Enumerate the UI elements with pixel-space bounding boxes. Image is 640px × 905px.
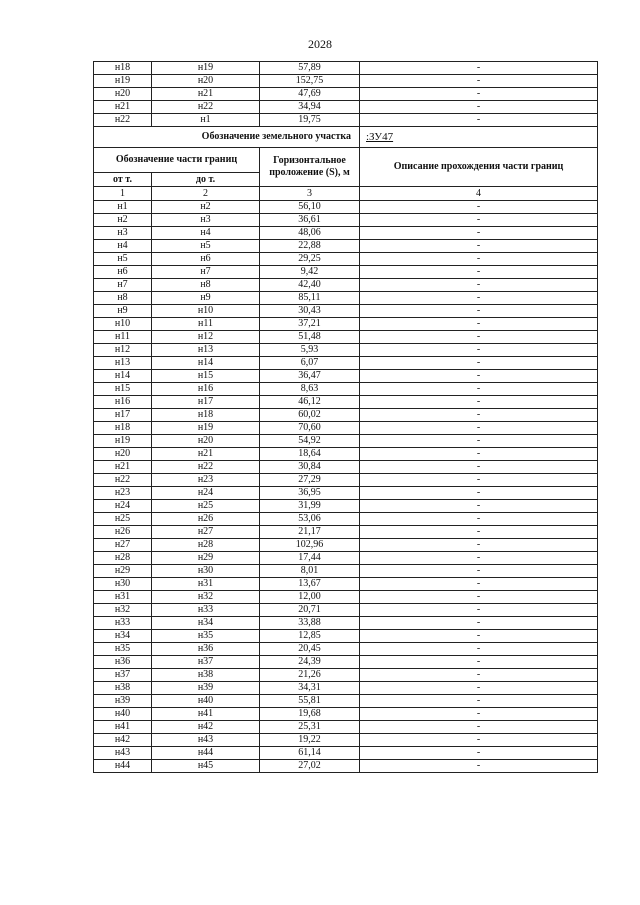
description: - xyxy=(360,75,598,88)
to-point: н22 xyxy=(152,461,260,474)
to-point: н18 xyxy=(152,409,260,422)
table-row xyxy=(94,604,598,617)
distance: 54,92 xyxy=(260,435,360,448)
from-point: н43 xyxy=(94,747,152,760)
distance: 34,31 xyxy=(260,682,360,695)
description: - xyxy=(360,747,598,760)
table-row xyxy=(94,422,598,435)
from-point: н36 xyxy=(94,656,152,669)
to-point: н36 xyxy=(152,643,260,656)
description: - xyxy=(360,292,598,305)
distance: 48,06 xyxy=(260,227,360,240)
from-point: н17 xyxy=(94,409,152,422)
description: - xyxy=(360,266,598,279)
column-number: 1 xyxy=(94,187,152,201)
description: - xyxy=(360,357,598,370)
distance: 60,02 xyxy=(260,409,360,422)
from-point: н19 xyxy=(94,435,152,448)
distance: 85,11 xyxy=(260,292,360,305)
distance: 19,22 xyxy=(260,734,360,747)
to-point: н27 xyxy=(152,526,260,539)
from-point: н12 xyxy=(94,344,152,357)
to-point: н29 xyxy=(152,552,260,565)
table-row xyxy=(94,513,598,526)
table-row xyxy=(94,318,598,331)
description: - xyxy=(360,565,598,578)
table-row xyxy=(94,435,598,448)
to-point: н10 xyxy=(152,305,260,318)
description: - xyxy=(360,643,598,656)
description: - xyxy=(360,760,598,773)
distance: 46,12 xyxy=(260,396,360,409)
from-point: н34 xyxy=(94,630,152,643)
description: - xyxy=(360,227,598,240)
parcel-code-text: :ЗУ47 xyxy=(366,131,394,143)
table-row xyxy=(94,266,598,279)
table-row xyxy=(94,630,598,643)
from-point: н21 xyxy=(94,101,152,114)
table-row xyxy=(94,747,598,760)
distance: 51,48 xyxy=(260,331,360,344)
to-point: н2 xyxy=(152,201,260,214)
boundary-table xyxy=(93,61,598,773)
description: - xyxy=(360,721,598,734)
distance: 152,75 xyxy=(260,75,360,88)
distance: 56,10 xyxy=(260,201,360,214)
to-point: н30 xyxy=(152,565,260,578)
from-point: н2 xyxy=(94,214,152,227)
description: - xyxy=(360,383,598,396)
to-point: н34 xyxy=(152,617,260,630)
table-row xyxy=(94,656,598,669)
description: - xyxy=(360,396,598,409)
from-point: н35 xyxy=(94,643,152,656)
distance: 36,95 xyxy=(260,487,360,500)
distance: 33,88 xyxy=(260,617,360,630)
from-point: н7 xyxy=(94,279,152,292)
from-point: н13 xyxy=(94,357,152,370)
description: - xyxy=(360,422,598,435)
distance: 42,40 xyxy=(260,279,360,292)
distance: 6,07 xyxy=(260,357,360,370)
table-row xyxy=(94,62,598,75)
distance: 55,81 xyxy=(260,695,360,708)
table-row xyxy=(94,695,598,708)
distance: 9,42 xyxy=(260,266,360,279)
to-point: н21 xyxy=(152,448,260,461)
description: - xyxy=(360,630,598,643)
previous-parcel-rows xyxy=(94,62,598,127)
to-point: н7 xyxy=(152,266,260,279)
description: - xyxy=(360,201,598,214)
to-point: н43 xyxy=(152,734,260,747)
from-point: н23 xyxy=(94,487,152,500)
table-row xyxy=(94,708,598,721)
to-point: н6 xyxy=(152,253,260,266)
distance: 21,26 xyxy=(260,669,360,682)
to-point: н22 xyxy=(152,101,260,114)
to-point: н1 xyxy=(152,114,260,127)
table-row xyxy=(94,591,598,604)
description: - xyxy=(360,344,598,357)
header-description: Описание прохождения части границ xyxy=(360,148,598,187)
to-point: н20 xyxy=(152,75,260,88)
to-point: н11 xyxy=(152,318,260,331)
description: - xyxy=(360,214,598,227)
to-point: н40 xyxy=(152,695,260,708)
description: - xyxy=(360,318,598,331)
table-row xyxy=(94,552,598,565)
description: - xyxy=(360,370,598,383)
to-point: н4 xyxy=(152,227,260,240)
header-part-boundaries: Обозначение части границ xyxy=(94,148,260,173)
description: - xyxy=(360,305,598,318)
description: - xyxy=(360,591,598,604)
description: - xyxy=(360,474,598,487)
from-point: н11 xyxy=(94,331,152,344)
description: - xyxy=(360,695,598,708)
to-point: н13 xyxy=(152,344,260,357)
table-row xyxy=(94,721,598,734)
from-point: н27 xyxy=(94,539,152,552)
from-point: н37 xyxy=(94,669,152,682)
table-row xyxy=(94,682,598,695)
from-point: н32 xyxy=(94,604,152,617)
table-row xyxy=(94,500,598,513)
distance: 12,85 xyxy=(260,630,360,643)
description: - xyxy=(360,539,598,552)
from-point: н20 xyxy=(94,448,152,461)
from-point: н40 xyxy=(94,708,152,721)
from-point: н38 xyxy=(94,682,152,695)
distance: 20,71 xyxy=(260,604,360,617)
distance: 36,61 xyxy=(260,214,360,227)
to-point: н44 xyxy=(152,747,260,760)
distance: 70,60 xyxy=(260,422,360,435)
distance: 37,21 xyxy=(260,318,360,331)
parcel-header xyxy=(94,127,598,201)
distance: 30,84 xyxy=(260,461,360,474)
table-row xyxy=(94,643,598,656)
from-point: н42 xyxy=(94,734,152,747)
table-row xyxy=(94,409,598,422)
to-point: н26 xyxy=(152,513,260,526)
column-number: 4 xyxy=(360,187,598,201)
from-point: н22 xyxy=(94,474,152,487)
description: - xyxy=(360,669,598,682)
from-point: н22 xyxy=(94,114,152,127)
distance: 47,69 xyxy=(260,88,360,101)
to-point: н8 xyxy=(152,279,260,292)
to-point: н33 xyxy=(152,604,260,617)
to-point: н3 xyxy=(152,214,260,227)
description: - xyxy=(360,88,598,101)
from-point: н39 xyxy=(94,695,152,708)
parcel-label: Обозначение земельного участка xyxy=(94,127,360,148)
to-point: н5 xyxy=(152,240,260,253)
from-point: н15 xyxy=(94,383,152,396)
distance: 61,14 xyxy=(260,747,360,760)
table-row xyxy=(94,461,598,474)
to-point: н24 xyxy=(152,487,260,500)
to-point: н23 xyxy=(152,474,260,487)
distance: 29,25 xyxy=(260,253,360,266)
distance: 36,47 xyxy=(260,370,360,383)
from-point: н9 xyxy=(94,305,152,318)
from-point: н33 xyxy=(94,617,152,630)
to-point: н17 xyxy=(152,396,260,409)
header-from: от т. xyxy=(94,173,152,187)
from-point: н44 xyxy=(94,760,152,773)
table-row xyxy=(94,305,598,318)
table-row xyxy=(94,474,598,487)
from-point: н26 xyxy=(94,526,152,539)
distance: 102,96 xyxy=(260,539,360,552)
to-point: н28 xyxy=(152,539,260,552)
page-number: 2028 xyxy=(308,37,332,51)
distance: 12,00 xyxy=(260,591,360,604)
column-number: 3 xyxy=(260,187,360,201)
table-row xyxy=(94,344,598,357)
from-point: н20 xyxy=(94,88,152,101)
table-row xyxy=(94,370,598,383)
distance: 8,63 xyxy=(260,383,360,396)
column-number: 2 xyxy=(152,187,260,201)
from-point: н25 xyxy=(94,513,152,526)
table-row xyxy=(94,487,598,500)
distance: 18,64 xyxy=(260,448,360,461)
description: - xyxy=(360,62,598,75)
to-point: н15 xyxy=(152,370,260,383)
from-point: н29 xyxy=(94,565,152,578)
table-row xyxy=(94,669,598,682)
description: - xyxy=(360,279,598,292)
from-point: н3 xyxy=(94,227,152,240)
table-row xyxy=(94,201,598,214)
table-row xyxy=(94,279,598,292)
description: - xyxy=(360,253,598,266)
table-row xyxy=(94,578,598,591)
table-row xyxy=(94,565,598,578)
description: - xyxy=(360,682,598,695)
description: - xyxy=(360,487,598,500)
table-row xyxy=(94,539,598,552)
description: - xyxy=(360,331,598,344)
to-point: н20 xyxy=(152,435,260,448)
table-row xyxy=(94,448,598,461)
description: - xyxy=(360,578,598,591)
distance: 57,89 xyxy=(260,62,360,75)
to-point: н41 xyxy=(152,708,260,721)
description: - xyxy=(360,656,598,669)
to-point: н19 xyxy=(152,62,260,75)
to-point: н21 xyxy=(152,88,260,101)
distance: 25,31 xyxy=(260,721,360,734)
table-row xyxy=(94,227,598,240)
table-row xyxy=(94,383,598,396)
description: - xyxy=(360,461,598,474)
description: - xyxy=(360,240,598,253)
description: - xyxy=(360,409,598,422)
description: - xyxy=(360,513,598,526)
description: - xyxy=(360,552,598,565)
from-point: н16 xyxy=(94,396,152,409)
from-point: н41 xyxy=(94,721,152,734)
distance: 13,67 xyxy=(260,578,360,591)
table-row xyxy=(94,331,598,344)
table-row xyxy=(94,760,598,773)
description: - xyxy=(360,500,598,513)
distance: 24,39 xyxy=(260,656,360,669)
distance: 27,29 xyxy=(260,474,360,487)
description: - xyxy=(360,526,598,539)
table-row xyxy=(94,240,598,253)
distance: 5,93 xyxy=(260,344,360,357)
from-point: н8 xyxy=(94,292,152,305)
description: - xyxy=(360,604,598,617)
to-point: н9 xyxy=(152,292,260,305)
distance: 21,17 xyxy=(260,526,360,539)
table-row xyxy=(94,357,598,370)
from-point: н21 xyxy=(94,461,152,474)
to-point: н32 xyxy=(152,591,260,604)
table-row xyxy=(94,214,598,227)
from-point: н31 xyxy=(94,591,152,604)
description: - xyxy=(360,708,598,721)
parcel-rows xyxy=(94,201,598,773)
distance: 34,94 xyxy=(260,101,360,114)
header-to: до т. xyxy=(152,173,260,187)
description: - xyxy=(360,448,598,461)
distance: 19,75 xyxy=(260,114,360,127)
table-row xyxy=(94,75,598,88)
to-point: н35 xyxy=(152,630,260,643)
table-row xyxy=(94,88,598,101)
distance: 20,45 xyxy=(260,643,360,656)
to-point: н39 xyxy=(152,682,260,695)
description: - xyxy=(360,101,598,114)
table-row xyxy=(94,253,598,266)
to-point: н16 xyxy=(152,383,260,396)
from-point: н30 xyxy=(94,578,152,591)
from-point: н14 xyxy=(94,370,152,383)
from-point: н5 xyxy=(94,253,152,266)
distance: 27,02 xyxy=(260,760,360,773)
to-point: н42 xyxy=(152,721,260,734)
from-point: н19 xyxy=(94,75,152,88)
to-point: н38 xyxy=(152,669,260,682)
table-row xyxy=(94,114,598,127)
from-point: н18 xyxy=(94,422,152,435)
from-point: н1 xyxy=(94,201,152,214)
parcel-code xyxy=(360,127,598,148)
to-point: н12 xyxy=(152,331,260,344)
header-horizontal-projection: Горизонтальное проложение (S), м xyxy=(260,148,360,187)
description: - xyxy=(360,734,598,747)
table-row xyxy=(94,734,598,747)
to-point: н25 xyxy=(152,500,260,513)
table-row xyxy=(94,396,598,409)
distance: 31,99 xyxy=(260,500,360,513)
to-point: н45 xyxy=(152,760,260,773)
distance: 19,68 xyxy=(260,708,360,721)
to-point: н14 xyxy=(152,357,260,370)
table-row xyxy=(94,101,598,114)
from-point: н24 xyxy=(94,500,152,513)
to-point: н37 xyxy=(152,656,260,669)
from-point: н6 xyxy=(94,266,152,279)
description: - xyxy=(360,435,598,448)
from-point: н10 xyxy=(94,318,152,331)
description: - xyxy=(360,617,598,630)
distance: 8,01 xyxy=(260,565,360,578)
from-point: н18 xyxy=(94,62,152,75)
table-row xyxy=(94,526,598,539)
distance: 30,43 xyxy=(260,305,360,318)
to-point: н31 xyxy=(152,578,260,591)
table-row xyxy=(94,292,598,305)
description: - xyxy=(360,114,598,127)
table-row xyxy=(94,617,598,630)
distance: 22,88 xyxy=(260,240,360,253)
distance: 53,06 xyxy=(260,513,360,526)
distance: 17,44 xyxy=(260,552,360,565)
to-point: н19 xyxy=(152,422,260,435)
from-point: н28 xyxy=(94,552,152,565)
from-point: н4 xyxy=(94,240,152,253)
